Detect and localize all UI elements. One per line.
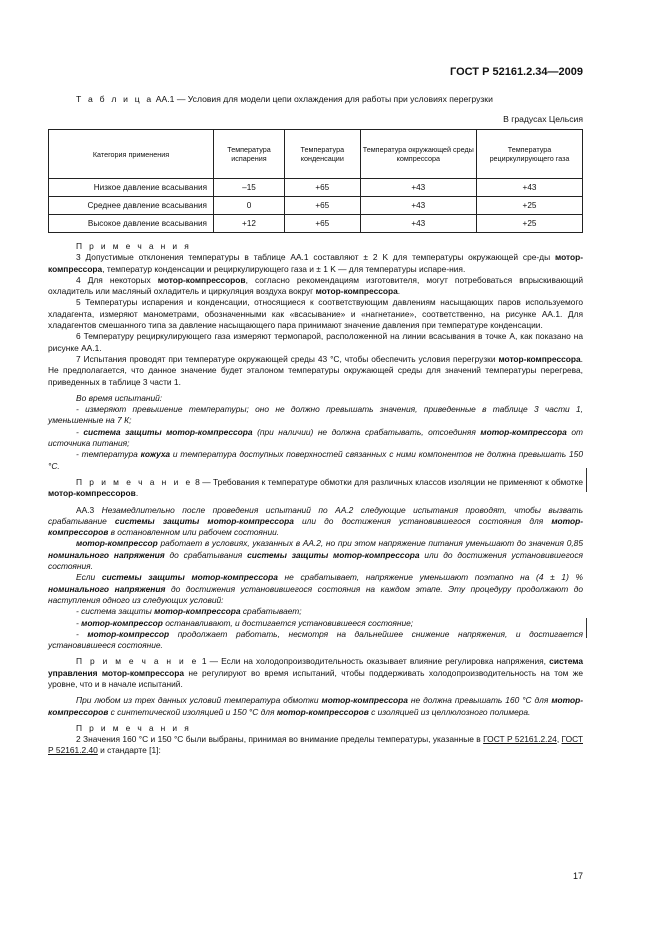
table-cell: +43 xyxy=(360,179,476,197)
table-header-cell: Категория применения xyxy=(49,130,214,179)
table-cell: +25 xyxy=(476,197,582,215)
clause-aa3-p2: мотор-компрессор работает в условиях, указанных в АА.2, но при этом напряжение питания уменьшают до значения 0,85 номинального напряжения до срабатывания системы защиты мотор-компрессора или до достижения установившегося состояния. xyxy=(48,538,583,572)
standard-header: ГОСТ Р 52161.2.34—2009 xyxy=(449,66,583,78)
body-text xyxy=(48,241,583,757)
table-cell: +43 xyxy=(360,215,476,233)
change-bar xyxy=(586,618,587,638)
notes-title: П р и м е ч а н и я xyxy=(76,241,192,251)
table-cell: +65 xyxy=(284,197,360,215)
condition-1: - система защиты мотор-компрессора срабатывает; xyxy=(76,606,302,617)
clause-aa3-p4: При любом из трех данных условий температура обмотки мотор-компрессора не должна превышать 160 °С для мотор-компрессоров с синтетической изоляцией и 150 °C для мотор-компрессоров с изоляцией из целлюлозного полимера. xyxy=(48,695,584,717)
note-3: 3 Допустимые отклонения температуры в таблице АА.1 составляют ± 2 K для температуры окружающей сре-ды мотор-компрессора, температур конденсации и рециркулирующего газа и ± 1 K — для температуры испаре-ния. xyxy=(48,252,583,274)
ref-link-1[interactable]: ГОСТ Р 52161.2.24 xyxy=(483,734,557,745)
table-cell: Среднее давление всасывания xyxy=(49,197,214,215)
table-cell: +65 xyxy=(284,179,360,197)
clause-aa3: АА.3 Незамедлительно после проведения испытаний по АА.2 следующие испытания проводят, чтобы вызвать срабатывание системы защиты мотор-компрессора или до достижения установившегося состояния для мотор-компрессоров в остановленном или рабочем состоянии. xyxy=(48,504,584,538)
note-7: 7 Испытания проводят при температуре окружающей среды 43 °C, чтобы обеспечить условия перегрузки мотор-компрессора. Не предполагается, что данное значение будет эталоном температуры окружающей среды для значений температуры перегрева, приведенных в таблице 3 части 1. xyxy=(48,353,583,387)
table-cell: +43 xyxy=(476,179,582,197)
table-cell: Высокое давление всасывания xyxy=(49,215,214,233)
table-units: В градусах Цельсия xyxy=(503,114,583,124)
table-cell: Низкое давление всасывания xyxy=(49,179,214,197)
table-cell: 0 xyxy=(214,197,285,215)
note-8: П р и м е ч а н и е 8 — Требования к температуре обмотки для различных классов изоляции не применяют к обмотке мотор-компрессоров. xyxy=(48,476,584,499)
conditions-table xyxy=(48,129,583,233)
condition-2: - мотор-компрессор останавливают, и достигается установившееся состояние; xyxy=(76,617,414,628)
during-item-3: - температура кожуха и температура доступных поверхностей связанных с ними компонентов не должна превышать 150 °C. xyxy=(48,449,583,471)
table-header-cell: Температура конденсации xyxy=(284,130,360,179)
note-5: 5 Температуры испарения и конденсации, относящиеся к соответствующим давлениям насыщающих паров используемого хладагента, измеряют манометрами, обозначенными как «всасывание» и «нагнетание», соответственно, на рисунке АА.1. Для хладагентов смешанного типа за давление насыщающего пара принимают значение давления при температуре конденсации. xyxy=(48,297,583,331)
table-cell: –15 xyxy=(214,179,285,197)
change-bar xyxy=(586,468,587,492)
ref-link-2[interactable]: ГОСТ Р 52161.2.40 xyxy=(48,734,583,756)
table-caption-text: АА.1 — Условия для модели цепи охлаждения для работы при условиях перегрузки xyxy=(155,94,493,104)
note-6: 6 Температуру рециркулирующего газа измеряют термопарой, расположенной на линии всасывания в точке А, как показано на рисунке АА.1. xyxy=(48,331,583,353)
page-number: 17 xyxy=(572,871,583,881)
during-item-1: - измеряют превышение температуры; оно не должно превышать значения, приведенные в таблице 3 части 1, уменьшенные на 7 К; xyxy=(48,404,583,426)
table-header-cell: Температура испарения xyxy=(214,130,285,179)
table-cell: +43 xyxy=(360,197,476,215)
condition-3: - мотор-компрессор продолжает работать, несмотря на дальнейшее снижение напряжения, и достигается установившееся состояние. xyxy=(48,628,583,651)
table-header-cell: Температура окружающей среды компрессора xyxy=(360,130,476,179)
table-cell: +65 xyxy=(284,215,360,233)
table-header-row xyxy=(49,130,583,179)
during-tests: Во время испытаний: xyxy=(76,392,163,403)
note-4: 4 Для некоторых мотор-компрессоров, согласно рекомендациям изготовителя, могут потребоваться впрыскивающий охладитель или масляный охладитель и циркуляция воздуха вокруг мотор-компрессора. xyxy=(48,274,583,297)
table-caption-label: Т а б л и ц а xyxy=(76,94,154,104)
table-row xyxy=(49,197,583,215)
notes-title-2: П р и м е ч а н и я xyxy=(76,722,192,733)
table-header-cell: Температура рециркулирующего газа xyxy=(476,130,582,179)
note-2: 2 Значения 160 °C и 150 °C были выбраны, принимая во внимание пределы температуры, указанные в ГОСТ Р 52161.2.24, ГОСТ Р 52161.2.40 и стандарте [1]: xyxy=(48,734,583,756)
table-cell: +12 xyxy=(214,215,285,233)
note-1: П р и м е ч а н и е 1 — Если на холодопроизводительность оказывает влияние регулировка напряжения, система управления мотор-компрессора не регулируют во время испытаний, чтобы поддерживать холодопроизводительность на том же уровне, что и в начале испытаний. xyxy=(48,656,584,689)
table-caption xyxy=(76,94,493,104)
clause-aa3-p3: Если системы защиты мотор-компрессора не срабатывает, напряжение уменьшают поэтапно на (4 ± 1) % номинального напряжения до достижения установившегося состояния на каждом этапе. Эту процедуру продолжают до наступления одного из следующих условий: xyxy=(48,572,584,605)
table-row xyxy=(49,179,583,197)
table-cell: +25 xyxy=(476,215,582,233)
during-item-2: - система защиты мотор-компрессора (при наличии) не должна срабатывать, отсоединяя мотор-компрессора от источника питания; xyxy=(48,426,583,449)
table-row xyxy=(49,215,583,233)
